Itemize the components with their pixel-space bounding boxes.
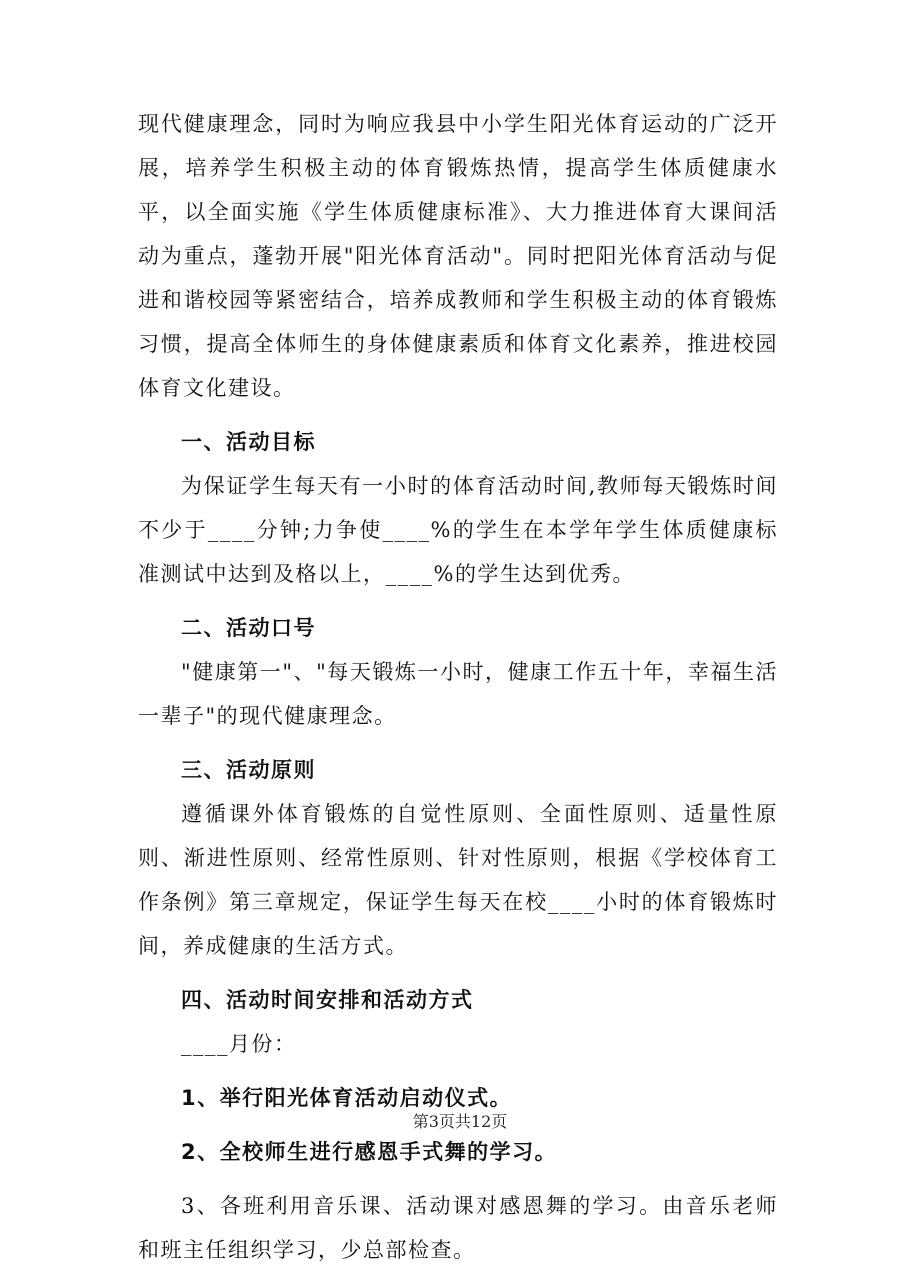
section-body-slogan: "健康第一"、"每天锻炼一小时，健康工作五十年，幸福生活一辈子"的现代健康理念。 bbox=[138, 660, 778, 728]
section-heading-slogan: 二、活动口号 bbox=[181, 616, 316, 640]
list-item: 2、全校师生进行感恩手式舞的学习。 bbox=[181, 1140, 558, 1164]
list-item-paragraph: 3、各班利用音乐课、活动课对感恩舞的学习。由音乐老师和班主任组织学习，少总部检查。 bbox=[138, 1194, 778, 1262]
page-number: 第3页共12页 bbox=[412, 1112, 508, 1131]
intro-paragraph: 现代健康理念，同时为响应我县中小学生阳光体育运动的广泛开展，培养学生积极主动的体育锻炼热情，提高学生体质健康水平，以全面实施《学生体质健康标准》、大力推进体育大课间活动为重点，蓬勃开展"阳光体育活动"。同时把阳光体育活动与促进和谐校园等紧密结合，培养成教师和学生积极主动的体育锻炼习惯，提高全体师生的身体健康素质和体育文化素养，推进校园体育文化建设。 bbox=[138, 112, 778, 400]
section-body-principles: 遵循课外体育锻炼的自觉性原则、全面性原则、适量性原则、渐进性原则、经常性原则、针对性原则，根据《学校体育工作条例》第三章规定，保证学生每天在校____小时的体育锻炼时间，养成健康的生活方式。 bbox=[138, 802, 778, 958]
document-body bbox=[138, 102, 778, 1272]
section-heading-principles: 三、活动原则 bbox=[181, 758, 316, 782]
section-heading-goals: 一、活动目标 bbox=[181, 430, 316, 454]
section-body-goals: 为保证学生每天有一小时的体育活动时间,教师每天锻炼时间不少于____分钟;力争使____%的学生在本学年学生体质健康标准测试中达到及格以上，____%的学生达到优秀。 bbox=[138, 474, 778, 586]
section-body-schedule: ____月份： bbox=[181, 1032, 297, 1056]
list-item: 1、举行阳光体育活动启动仪式。 bbox=[181, 1086, 513, 1110]
section-heading-schedule: 四、活动时间安排和活动方式 bbox=[181, 988, 474, 1012]
